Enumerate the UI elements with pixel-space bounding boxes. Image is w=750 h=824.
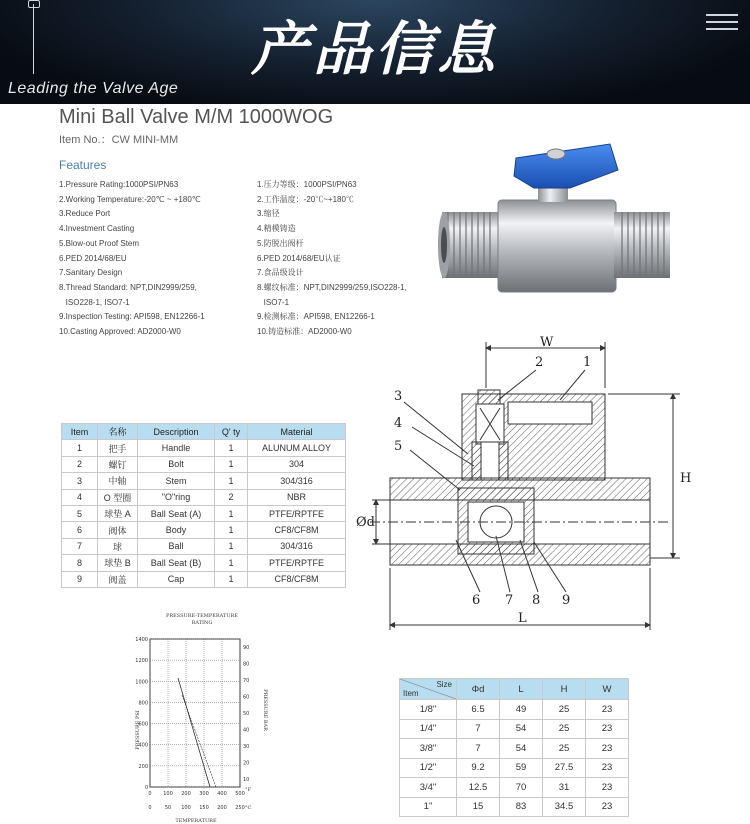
size-table-cell: 23: [586, 797, 629, 817]
parts-table-cell: 1: [215, 456, 248, 472]
pt-bar-tick: 90: [243, 645, 250, 651]
corner-size-label: Size: [436, 680, 452, 689]
feature-cn-line: 3.缩径: [257, 209, 280, 219]
size-item-corner: [400, 679, 457, 700]
parts-table-cell: 2: [62, 456, 98, 472]
parts-table-row: [62, 440, 346, 456]
features-list-chinese: [257, 178, 407, 340]
size-table-cell: 1/2": [400, 758, 457, 778]
size-table-cell: 54: [500, 719, 543, 739]
parts-table-cell: Ball: [138, 538, 215, 554]
dim-d-label: Ød: [356, 515, 375, 530]
dim-l-label: L: [518, 611, 527, 626]
size-table-header: [400, 679, 629, 700]
feature-cn-line: 8.螺纹标准：NPT,DIN2999/259,ISO228-1,: [257, 282, 407, 292]
parts-table-row: [62, 555, 346, 571]
size-table-cell: 23: [586, 739, 629, 759]
feature-en-line: 2.Working Temperature:-20℃ ~ +180℃: [59, 194, 201, 204]
parts-table-cell: 6: [62, 522, 98, 538]
pt-psi-tick: 1200: [135, 658, 148, 665]
parts-table-cell: 球垫 B: [98, 555, 138, 571]
pt-f-unit: °F: [245, 787, 251, 793]
parts-table-cell: Ball Seat (A): [138, 505, 215, 521]
parts-table-cell: 中轴: [98, 473, 138, 489]
feature-cn-line: 1.压力等级：1000PSI/PN63: [257, 180, 357, 189]
parts-table-row: [62, 522, 346, 538]
size-table-cell: 83: [500, 797, 543, 817]
size-table-cell: 3/4": [400, 778, 457, 798]
valve-cross-section-drawing: [350, 330, 695, 630]
pt-y-right-label: PRESSURE BAR: [262, 689, 268, 731]
feature-en-line: 1.Pressure Rating:1000PSI/PN63: [59, 180, 179, 189]
size-table-cell: 34.5: [543, 797, 586, 817]
parts-table-cell: 5: [62, 505, 98, 521]
feature-cn-line: 2.工作温度：-20℃~+180℃: [257, 194, 354, 204]
size-table-cell: 9.2: [457, 758, 500, 778]
feature-cn-line: 5.防脱出阀杆: [257, 238, 304, 248]
feature-en-line: 4.Investment Casting: [59, 224, 135, 234]
parts-table-cell: Bolt: [138, 456, 215, 472]
pt-y-left-label: PRESSURE PSI: [135, 710, 141, 750]
size-table-row: [400, 778, 629, 798]
parts-table-cell: 阀盖: [98, 571, 138, 587]
hamburger-menu-icon[interactable]: [706, 14, 738, 30]
pt-f-tick: 100: [163, 791, 173, 797]
parts-table-cell: 阀体: [98, 522, 138, 538]
size-table-cell: 1": [400, 797, 457, 817]
dim-h-label: H: [680, 471, 692, 486]
parts-table: [61, 423, 346, 588]
banner-title: 产品信息: [250, 15, 499, 83]
parts-table-cell: PTFE/RPTFE: [248, 555, 346, 571]
size-table-cell: 25: [543, 700, 586, 720]
corner-item-label: Item: [403, 689, 419, 698]
parts-table-cell: 1: [62, 440, 98, 456]
size-table-row: [400, 758, 629, 778]
pt-f-tick: 200: [181, 791, 191, 797]
size-table-row: [400, 739, 629, 759]
parts-table-cell: "O"ring: [138, 489, 215, 505]
parts-table-cell: Ball Seat (B): [138, 555, 215, 571]
feature-cn-line: ISO7-1: [257, 297, 290, 307]
parts-table-cell: 螺钉: [98, 456, 138, 472]
part-number-6: 6: [472, 593, 481, 608]
features-heading: Features: [59, 158, 107, 172]
parts-table-cell: 304/316: [248, 538, 346, 554]
feature-cn-line: 10.铸造标准：AD2000-W0: [257, 327, 352, 337]
pt-psi-tick: 600: [138, 721, 148, 728]
parts-table-header: [62, 424, 346, 440]
size-table-cell: 15: [457, 797, 500, 817]
parts-table-cell: 304: [248, 456, 346, 472]
parts-table-row: [62, 538, 346, 554]
pt-bar-tick: 60: [243, 694, 250, 701]
feature-en-line: 6.PED 2014/68/EU: [59, 253, 127, 263]
parts-table-cell: CF8/CF8M: [248, 522, 346, 538]
header-l: L: [500, 679, 543, 700]
header-banner: [0, 0, 750, 104]
size-table-cell: 23: [586, 719, 629, 739]
pt-f-tick: 300: [199, 791, 209, 797]
part-number-3: 3: [394, 389, 403, 404]
parts-table-cell: 球垫 A: [98, 505, 138, 521]
parts-table-cell: 1: [215, 555, 248, 571]
parts-table-cell: 7: [62, 538, 98, 554]
pt-bar-tick: 50: [243, 711, 250, 717]
header-name-cn: 名称: [98, 424, 138, 440]
feature-cn-line: 7.食品级设计: [257, 268, 304, 278]
parts-table-row: [62, 571, 346, 587]
parts-table-row: [62, 456, 346, 472]
size-table-cell: 70: [500, 778, 543, 798]
size-table-cell: 23: [586, 700, 629, 720]
pt-c-tick: 150: [199, 805, 209, 811]
pt-f-tick: 400: [217, 791, 227, 797]
parts-table-cell: 1: [215, 571, 248, 587]
parts-table-cell: CF8/CF8M: [248, 571, 346, 587]
size-table-row: [400, 700, 629, 720]
part-number-8: 8: [532, 593, 541, 608]
parts-table-cell: 2: [215, 489, 248, 505]
banner-slogan: Leading the Valve Age: [8, 80, 179, 97]
feature-cn-line: 9.检测标准：API598, EN12266-1: [257, 312, 375, 322]
size-table-cell: 7: [457, 739, 500, 759]
feature-en-line: 10.Casting Approved: AD2000-W0: [59, 327, 181, 337]
feature-en-line: 7.Sanitary Design: [59, 268, 123, 278]
part-number-7: 7: [505, 593, 514, 608]
blue-handle: [514, 144, 618, 188]
header-h: H: [543, 679, 586, 700]
part-number-4: 4: [394, 416, 403, 431]
feature-en-line: 9.Inspection Testing: API598, EN12266-1: [59, 312, 205, 322]
pt-f-tick: 0: [148, 791, 152, 797]
size-table-row: [400, 719, 629, 739]
size-table-cell: 54: [500, 739, 543, 759]
parts-table-cell: PTFE/RPTFE: [248, 505, 346, 521]
parts-table-cell: Stem: [138, 473, 215, 489]
pt-c-unit: °C: [245, 805, 252, 811]
pt-bar-tick: 80: [243, 661, 250, 668]
header-w: W: [586, 679, 629, 700]
parts-table-cell: 1: [215, 522, 248, 538]
parts-table-row: [62, 489, 346, 505]
pt-title-line1: PRESSURE-TEMPERATURE: [166, 613, 238, 619]
parts-table-cell: 3: [62, 473, 98, 489]
parts-table-cell: 4: [62, 489, 98, 505]
pt-bar-tick: 70: [243, 678, 250, 684]
header-item: Item: [62, 424, 98, 440]
parts-table-row: [62, 473, 346, 489]
size-table-cell: 59: [500, 758, 543, 778]
pt-bar-tick: 20: [243, 760, 250, 767]
pressure-temperature-chart: [130, 605, 280, 824]
parts-table-cell: 把手: [98, 440, 138, 456]
parts-table-cell: 1: [215, 505, 248, 521]
pt-psi-tick: 200: [138, 763, 148, 770]
pt-c-tick: 50: [164, 805, 172, 811]
product-title: Mini Ball Valve M/M 1000WOG: [59, 106, 334, 128]
size-table-cell: 25: [543, 719, 586, 739]
pt-psi-tick: 400: [138, 742, 148, 749]
header-material: Material: [248, 424, 346, 440]
size-table-cell: 23: [586, 758, 629, 778]
parts-table-cell: 304/316: [248, 473, 346, 489]
parts-table-cell: NBR: [248, 489, 346, 505]
parts-table-cell: ALUNUM ALLOY: [248, 440, 346, 456]
valve-product-image: [438, 140, 674, 340]
size-table-cell: 12.5: [457, 778, 500, 798]
right-thread: [614, 212, 670, 278]
item-number: Item No.：CW MINI-MM: [59, 134, 179, 146]
part-number-5: 5: [394, 439, 403, 454]
pt-psi-tick: 800: [138, 700, 148, 707]
dim-w-label: W: [540, 335, 554, 350]
size-table-cell: 1/4": [400, 719, 457, 739]
features-list-english: [59, 178, 205, 340]
parts-table-cell: 1: [215, 473, 248, 489]
size-table-row: [400, 797, 629, 817]
parts-table-cell: 1: [215, 440, 248, 456]
part-number-1: 1: [583, 355, 592, 370]
pt-psi-tick: 0: [144, 785, 148, 791]
pt-bar-tick: 10: [243, 777, 250, 783]
part-number-9: 9: [562, 593, 571, 608]
pt-title-line2: RATING: [191, 620, 213, 626]
parts-table-cell: 1: [215, 538, 248, 554]
parts-table-cell: 球: [98, 538, 138, 554]
size-table-cell: 27.5: [543, 758, 586, 778]
parts-table-cell: Handle: [138, 440, 215, 456]
pt-c-tick: 250: [235, 805, 245, 811]
size-table-cell: 3/8": [400, 739, 457, 759]
pt-psi-tick: 1000: [135, 679, 148, 686]
pt-f-tick: 500: [235, 791, 245, 797]
pt-bar-tick: 40: [243, 727, 250, 734]
size-dimension-table: [399, 678, 629, 817]
size-table-cell: 6.5: [457, 700, 500, 720]
pt-psi-tick: 1400: [135, 637, 148, 643]
pt-c-tick: 100: [181, 805, 191, 811]
pt-c-tick: 0: [148, 805, 152, 811]
pt-x-label: TEMPERATURE: [175, 818, 217, 824]
parts-table-cell: 8: [62, 555, 98, 571]
feature-cn-line: 6.PED 2014/68/EU认证: [257, 253, 341, 263]
parts-table-cell: O 型圈: [98, 489, 138, 505]
size-table-cell: 49: [500, 700, 543, 720]
feature-cn-line: 4.精模铸造: [257, 224, 296, 234]
size-table-cell: 31: [543, 778, 586, 798]
size-table-cell: 1/8": [400, 700, 457, 720]
valve-body: [498, 200, 616, 292]
size-table-cell: 23: [586, 778, 629, 798]
pt-rating-line: [178, 678, 210, 787]
header-qty: Q' ty: [215, 424, 248, 440]
size-table-cell: 7: [457, 719, 500, 739]
parts-table-cell: Body: [138, 522, 215, 538]
header-phi-d: Φd: [457, 679, 500, 700]
feature-en-line: 3.Reduce Port: [59, 209, 111, 219]
parts-table-row: [62, 505, 346, 521]
feature-en-line: 8.Thread Standard: NPT,DIN2999/259,: [59, 282, 197, 292]
left-thread: [438, 212, 500, 278]
feature-en-line: ISO228-1, ISO7-1: [59, 297, 130, 307]
parts-table-cell: Cap: [138, 571, 215, 587]
pt-bar-tick: 30: [243, 744, 250, 750]
parts-table-cell: 9: [62, 571, 98, 587]
header-description: Description: [138, 424, 215, 440]
size-table-cell: 25: [543, 739, 586, 759]
part-number-2: 2: [535, 355, 544, 370]
feature-en-line: 5.Blow-out Proof Stem: [59, 238, 140, 248]
pt-c-tick: 200: [217, 805, 227, 811]
